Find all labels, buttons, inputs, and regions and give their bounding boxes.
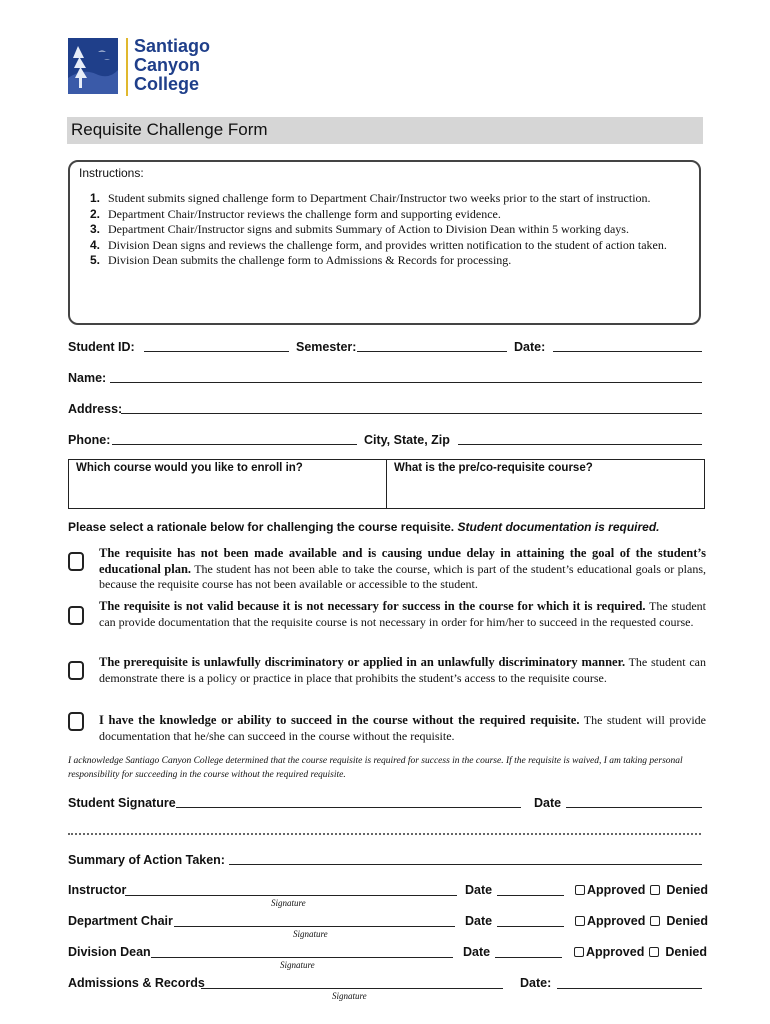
rationale-option-2: The requisite is not valid because it is not necessary for success in the course for which it is required. The student can provide documentation that the requisite course is not necessary in order for him/her to succeed in the requested course.: [99, 599, 706, 629]
instructor-date-label: Date: [465, 883, 493, 897]
date-field[interactable]: [553, 351, 702, 352]
instruction-item: 4. Division Dean signs and reviews the challenge form, and provides written notification to the student of action taken.: [90, 237, 667, 252]
department-chair-approved-checkbox[interactable]: [575, 916, 585, 926]
semester-label: Semester:: [296, 340, 357, 354]
student-date-label: Date: [534, 796, 562, 810]
division-dean-signature-field[interactable]: [151, 957, 453, 958]
instruction-item: 1. Student submits signed challenge form to Department Chair/Instructor two weeks prior to the start of instruction.: [90, 191, 651, 205]
rationale-option-4: I have the knowledge or ability to succeed in the course without the required requisite. The student will provide documentation that he/she can succeed in the course without the requisite.: [99, 713, 706, 743]
division-dean-date-label: Date: [463, 945, 491, 959]
rationale-checkbox-3[interactable]: [68, 661, 84, 680]
department-chair-signature-caption: Signature: [293, 929, 328, 939]
semester-field[interactable]: [357, 351, 507, 352]
student-signature-field[interactable]: [176, 807, 521, 808]
acknowledgement-text: I acknowledge Santiago Canyon College determined that the course requisite is required for success in the course. If the requisite is waived, I am taking personal responsibility for succeeding in the course without the required requisite.: [68, 756, 683, 780]
student-date-field[interactable]: [566, 807, 702, 808]
city-state-zip-label: City, State, Zip: [364, 433, 450, 447]
instructions-heading: Instructions:: [79, 166, 144, 180]
division-dean-approved-checkbox[interactable]: [574, 947, 584, 957]
division-dean-label: Division Dean: [68, 945, 151, 959]
rationale-option-3: The prerequisite is unlawfully discriminatory or applied in an unlawfully discriminatory manner. The student can demonstrate there is a policy or practice in place that prohibits the student’s access to the requisite course.: [99, 655, 706, 685]
logo-divider: [126, 38, 128, 96]
department-chair-date-label: Date: [465, 914, 493, 928]
student-id-field[interactable]: [144, 351, 289, 352]
name-field[interactable]: [110, 382, 702, 383]
division-dean-signature-caption: Signature: [280, 960, 315, 970]
admissions-signature-field[interactable]: [201, 988, 503, 989]
admissions-signature-caption: Signature: [332, 991, 367, 1001]
instructions-list: [90, 191, 688, 269]
instructor-signature-field[interactable]: [125, 895, 457, 896]
department-chair-date-field[interactable]: [497, 926, 564, 927]
instructor-decision: Approved Denied: [575, 883, 708, 897]
city-state-zip-field[interactable]: [458, 444, 702, 445]
prereq-course-question: What is the pre/co-requisite course?: [394, 462, 593, 474]
college-name-line2: Canyon: [134, 55, 201, 75]
summary-field[interactable]: [229, 864, 702, 865]
phone-label: Phone:: [68, 433, 111, 447]
address-label: Address:: [68, 402, 123, 416]
student-signature-label: Student Signature: [68, 796, 176, 810]
rationale-prompt: Please select a rationale below for challenging the course requisite. Student documentation is required.: [68, 520, 660, 534]
instructor-denied-checkbox[interactable]: [650, 885, 660, 895]
student-id-label: Student ID:: [68, 340, 135, 354]
name-label: Name:: [68, 371, 107, 385]
form-title: Requisite Challenge Form: [71, 120, 268, 139]
college-name: [134, 37, 210, 94]
division-dean-date-field[interactable]: [495, 957, 562, 958]
college-name-line1: Santiago: [134, 36, 211, 56]
documentation-required-note: Student documentation is required.: [457, 520, 660, 534]
rationale-option-1: The requisite has not been made available and is causing undue delay in attaining the goal of the student’s educational plan. The student has not been able to take the course, which is part of the student’s educational goals or plans, because the requisite course has not been available or accessible to the student.: [99, 546, 706, 591]
college-logo-emblem: [68, 38, 118, 94]
tree-landscape-icon: [68, 38, 118, 94]
phone-field[interactable]: [112, 444, 357, 445]
division-dean-denied-checkbox[interactable]: [649, 947, 659, 957]
instructor-approved-checkbox[interactable]: [575, 885, 585, 895]
department-chair-signature-field[interactable]: [174, 926, 455, 927]
instruction-item: 3. Department Chair/Instructor signs and submits Summary of Action to Division Dean within 5 working days.: [90, 222, 629, 236]
rationale-checkbox-4[interactable]: [68, 712, 84, 731]
college-name-line3: College: [134, 74, 200, 94]
instructor-signature-caption: Signature: [271, 898, 306, 908]
rationale-checkbox-2[interactable]: [68, 606, 84, 625]
address-field[interactable]: [121, 413, 702, 414]
instruction-item: 2. Department Chair/Instructor reviews the challenge form and supporting evidence.: [90, 206, 501, 221]
instructor-date-field[interactable]: [497, 895, 564, 896]
department-chair-label: Department Chair: [68, 914, 173, 928]
department-chair-denied-checkbox[interactable]: [650, 916, 660, 926]
admissions-date-field[interactable]: [557, 988, 702, 989]
department-chair-decision: Approved Denied: [575, 914, 708, 928]
admissions-date-label: Date:: [520, 976, 552, 990]
summary-label: Summary of Action Taken:: [68, 853, 225, 867]
enroll-course-input[interactable]: [70, 478, 384, 507]
enroll-course-question: Which course would you like to enroll in?: [76, 462, 303, 474]
instruction-item: 5. Division Dean submits the challenge form to Admissions & Records for processing.: [90, 253, 512, 267]
date-label: Date:: [514, 340, 546, 354]
instructor-label: Instructor: [68, 883, 127, 897]
prereq-course-input[interactable]: [389, 478, 703, 507]
dotted-separator: [68, 833, 701, 835]
course-table-divider: [386, 459, 387, 509]
admissions-records-label: Admissions & Records: [68, 976, 205, 990]
division-dean-decision: Approved Denied: [574, 945, 707, 959]
rationale-checkbox-1[interactable]: [68, 552, 84, 571]
